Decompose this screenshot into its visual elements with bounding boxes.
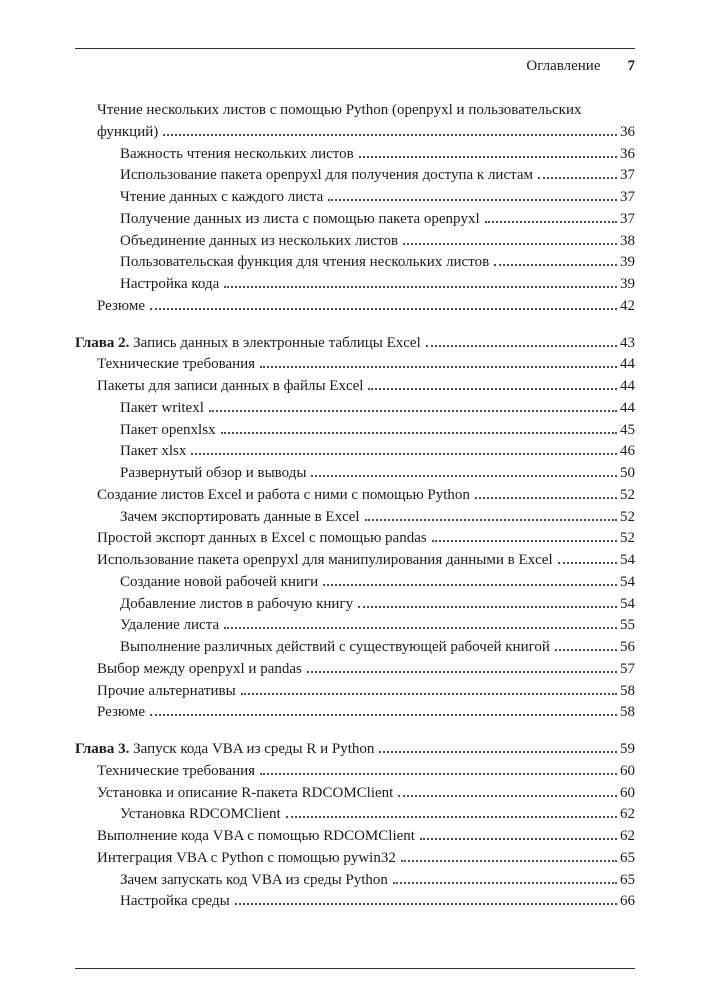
toc-entry-title: Пакет openxlsx xyxy=(120,421,216,438)
toc-row xyxy=(75,274,635,296)
toc-entry-page-number: 44 xyxy=(620,378,635,394)
dot-leader xyxy=(379,751,617,753)
dot-leader xyxy=(485,221,617,223)
toc-entry-page-number: 44 xyxy=(620,399,635,416)
toc-entry-title: Установка и описание R-пакета RDCOMClient xyxy=(97,784,394,801)
toc-entry-page-number: 54 xyxy=(620,573,635,590)
toc-entry-page-number: 57 xyxy=(620,660,635,677)
toc-row xyxy=(75,702,635,724)
dot-leader xyxy=(426,345,617,347)
toc-row xyxy=(75,826,635,848)
dot-leader xyxy=(558,562,617,564)
dot-leader xyxy=(475,497,617,499)
toc-entry-title: Глава 3. Запуск кода VBA из среды R и Python xyxy=(75,741,375,757)
dot-leader xyxy=(241,693,617,695)
toc-entry-page-number: 58 xyxy=(620,682,635,699)
toc-entry-page-number: 60 xyxy=(620,784,635,801)
toc-entry-title: Резюме xyxy=(97,297,146,314)
toc-row xyxy=(75,144,635,166)
toc-row xyxy=(75,354,635,376)
toc-entry-page-number: 55 xyxy=(620,617,635,634)
toc-entry-title: Установка RDCOMClient xyxy=(120,806,281,823)
page-header xyxy=(75,49,635,75)
toc-entry-title: Выбор между openpyxl и pandas xyxy=(97,660,302,677)
toc-row xyxy=(75,615,635,637)
toc-entry-title: Пакет xlsx xyxy=(120,443,187,460)
toc-entry-title: Получение данных из листа с помощью пакета openpyxl xyxy=(120,210,480,227)
dot-leader xyxy=(398,795,617,797)
toc-entry-page-number: 60 xyxy=(620,762,635,779)
dot-leader xyxy=(403,243,617,245)
dot-leader xyxy=(209,410,617,412)
toc-entry-page-number: 39 xyxy=(620,254,635,271)
toc-row xyxy=(75,252,635,274)
toc-entry-title: Технические требования xyxy=(97,762,256,779)
toc-entry-page-number: 59 xyxy=(620,741,635,757)
dot-leader xyxy=(393,882,617,884)
dot-leader xyxy=(163,134,617,136)
toc-list xyxy=(75,100,635,913)
toc-row xyxy=(75,209,635,231)
dot-leader xyxy=(150,714,617,716)
toc-entry-title: Использование пакета openpyxl для манипулирования данными в Excel xyxy=(97,552,553,568)
toc-row xyxy=(75,804,635,826)
toc-entry-page-number: 52 xyxy=(620,508,635,525)
dot-leader xyxy=(365,519,617,521)
toc-entry-page-number: 62 xyxy=(620,806,635,823)
dot-leader xyxy=(311,475,617,477)
toc-entry-title: Развернутый обзор и выводы xyxy=(120,465,307,481)
toc-entry-title: Создание новой рабочей книги xyxy=(120,573,319,590)
toc-entry-page-number: 37 xyxy=(620,167,635,184)
toc-entry-page-number: 37 xyxy=(620,189,635,205)
toc-entry-page-number: 58 xyxy=(620,704,635,721)
toc-entry-page-number: 43 xyxy=(620,334,635,351)
toc-row xyxy=(75,550,635,572)
dot-leader xyxy=(260,366,617,368)
toc-entry-title: Глава 2. Запись данных в электронные таблицы Excel xyxy=(75,334,421,351)
toc-row xyxy=(75,594,635,616)
toc-entry-title: Использование пакета openpyxl для получения доступа к листам xyxy=(120,167,534,184)
toc-row xyxy=(75,761,635,783)
toc-row xyxy=(75,463,635,485)
dot-leader xyxy=(221,432,617,434)
toc-entry-title: Чтение нескольких листов с помощью Python (openpyxl и пользовательских xyxy=(97,102,582,118)
running-head-title: Оглавление xyxy=(526,58,601,74)
dot-leader xyxy=(401,860,617,862)
toc-entry-title: Настройка кода xyxy=(120,276,220,292)
dot-leader xyxy=(368,388,617,390)
toc-row xyxy=(75,165,635,187)
toc-entry-title: Интеграция VBA с Python с помощью pywin32 xyxy=(97,849,396,866)
toc-row xyxy=(75,637,635,659)
toc-row xyxy=(75,231,635,253)
toc-row xyxy=(75,441,635,463)
toc-entry-page-number: 52 xyxy=(620,530,635,547)
toc-entry-title: Пакеты для записи данных в файлы Excel xyxy=(97,378,364,394)
toc-entry-page-number: 39 xyxy=(620,276,635,292)
toc-row xyxy=(75,572,635,594)
toc-entry-title: Простой экспорт данных в Excel с помощью pandas xyxy=(97,530,427,547)
toc-entry-title: Пользовательская функция для чтения нескольких листов xyxy=(120,254,490,271)
chapter-number-prefix: Глава 2. xyxy=(75,334,130,351)
dot-leader xyxy=(538,177,617,179)
dot-leader xyxy=(150,308,617,310)
dot-leader xyxy=(358,606,617,608)
toc-row xyxy=(75,848,635,870)
toc-entry-page-number: 50 xyxy=(620,465,635,481)
chapter-number-prefix: Глава 3. xyxy=(75,741,130,757)
toc-row xyxy=(75,507,635,529)
running-head-page-number: 7 xyxy=(627,58,635,74)
toc-entry-page-number: 62 xyxy=(620,828,635,844)
toc-chapter-row xyxy=(75,333,635,355)
toc-entry-title: Настройка среды xyxy=(120,893,230,910)
dot-leader xyxy=(307,671,617,673)
toc-entry-title: Объединение данных из нескольких листов xyxy=(120,232,399,249)
toc-entry-page-number: 66 xyxy=(620,893,635,910)
toc-row xyxy=(75,100,635,122)
toc-entry-page-number: 54 xyxy=(620,595,635,612)
toc-entry-title: Создание листов Excel и работа с ними с помощью Python xyxy=(97,486,470,503)
toc-row xyxy=(75,528,635,550)
toc-entry-page-number: 65 xyxy=(620,849,635,866)
toc-entry-page-number: 56 xyxy=(620,639,635,655)
toc-chapter-row xyxy=(75,739,635,761)
toc-entry-page-number: 65 xyxy=(620,871,635,888)
toc-entry-title: Технические требования xyxy=(97,356,256,373)
toc-entry-title-continuation: функций) xyxy=(97,123,159,140)
toc-entry-title: Выполнение кода VBA с помощью RDCOMClient xyxy=(97,828,415,844)
dot-leader xyxy=(328,199,617,201)
dot-leader xyxy=(323,584,617,586)
toc-row xyxy=(75,122,635,144)
toc-entry-title: Прочие альтернативы xyxy=(97,682,236,699)
toc-entry-page-number: 36 xyxy=(620,145,635,162)
toc-entry-page-number: 38 xyxy=(620,232,635,249)
footer-rule xyxy=(75,968,635,969)
toc-entry-page-number: 42 xyxy=(620,297,635,314)
dot-leader xyxy=(420,838,617,840)
toc-row xyxy=(75,783,635,805)
toc-entry-title: Чтение данных с каждого листа xyxy=(120,189,324,205)
toc-row xyxy=(75,870,635,892)
toc-entry-page-number: 52 xyxy=(620,486,635,503)
toc-entry-title: Важность чтения нескольких листов xyxy=(120,145,354,162)
toc-entry-page-number: 44 xyxy=(620,356,635,373)
toc-entry-page-number: 37 xyxy=(620,210,635,227)
dot-leader xyxy=(432,540,617,542)
toc-row xyxy=(75,187,635,209)
toc-row xyxy=(75,485,635,507)
toc-entry-page-number: 46 xyxy=(620,443,635,460)
toc-row xyxy=(75,398,635,420)
toc-entry-title: Зачем запускать код VBA из среды Python xyxy=(120,871,388,888)
dot-leader xyxy=(224,286,617,288)
dot-leader xyxy=(555,649,617,651)
toc-row xyxy=(75,376,635,398)
dot-leader xyxy=(191,453,617,455)
toc-row xyxy=(75,681,635,703)
toc-entry-title: Зачем экспортировать данные в Excel xyxy=(120,508,360,525)
toc-entry-page-number: 54 xyxy=(620,552,635,568)
dot-leader xyxy=(260,773,617,775)
toc-row xyxy=(75,420,635,442)
dot-leader xyxy=(224,627,617,629)
toc-entry-title: Добавление листов в рабочую книгу xyxy=(120,595,354,612)
toc-entry-title: Пакет writexl xyxy=(120,399,204,416)
toc-row xyxy=(75,891,635,913)
toc-row xyxy=(75,659,635,681)
toc-entry-page-number: 45 xyxy=(620,421,635,438)
dot-leader xyxy=(286,816,617,818)
toc-entry-title: Выполнение различных действий с существующей рабочей книгой xyxy=(120,639,550,655)
toc-entry-title: Резюме xyxy=(97,704,146,721)
toc-entry-page-number: 36 xyxy=(620,123,635,140)
dot-leader xyxy=(359,156,617,158)
dot-leader xyxy=(494,264,617,266)
dot-leader xyxy=(235,903,617,905)
toc-entry-title: Удаление листа xyxy=(120,617,220,634)
toc-row xyxy=(75,296,635,318)
